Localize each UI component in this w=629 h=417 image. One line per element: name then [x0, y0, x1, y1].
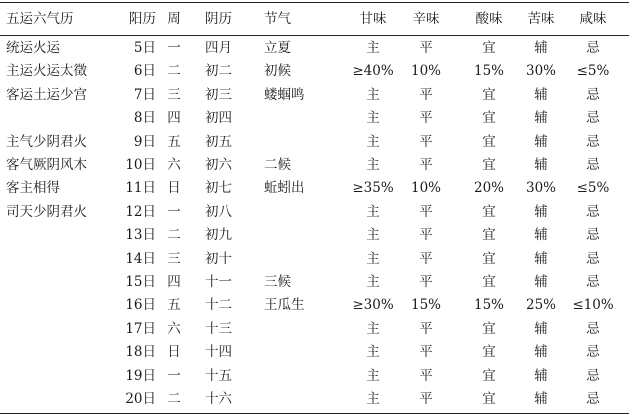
- row-bitter: 辅: [534, 87, 548, 103]
- row-weekday: 六: [167, 321, 181, 337]
- row-sour: 宜: [482, 40, 496, 56]
- header-lunar-date: 阴历: [205, 11, 232, 27]
- row-wuyun-liuqi: 主气少阴君火: [6, 134, 87, 150]
- row-sweet: 主: [366, 251, 380, 267]
- row-solar-term: 王瓜生: [264, 297, 305, 313]
- row-lunar-date: 十二: [205, 297, 232, 313]
- header-sour: 酸味: [475, 11, 503, 27]
- row-pungent: 平: [419, 274, 433, 290]
- row-sweet: ≥35%: [352, 180, 394, 196]
- row-solar-term: 蚯蚓出: [264, 180, 305, 196]
- row-pungent: 平: [419, 368, 433, 384]
- row-wuyun-liuqi: 客气厥阴风木: [6, 157, 87, 173]
- row-lunar-date: 初二: [205, 63, 232, 79]
- row-lunar-date: 十六: [205, 391, 232, 407]
- row-solar-date: 5日: [133, 40, 156, 56]
- row-bitter: 辅: [534, 251, 548, 267]
- row-wuyun-liuqi: 客主相得: [6, 180, 60, 196]
- header-bitter: 苦味: [527, 11, 555, 27]
- header-solar-date: 阳历: [129, 11, 156, 27]
- row-salty: 忌: [586, 251, 600, 267]
- row-solar-date: 16日: [125, 297, 156, 313]
- row-weekday: 五: [167, 134, 181, 150]
- row-lunar-date: 十一: [205, 274, 232, 290]
- row-weekday: 三: [167, 87, 181, 103]
- row-lunar-date: 十三: [205, 321, 232, 337]
- row-wuyun-liuqi: 主运火运太徵: [6, 63, 87, 79]
- row-lunar-date: 初三: [205, 87, 232, 103]
- row-lunar-date: 初九: [205, 227, 232, 243]
- row-solar-date: 6日: [133, 63, 156, 79]
- row-solar-date: 17日: [125, 321, 156, 337]
- row-pungent: 10%: [410, 180, 441, 196]
- row-lunar-date: 十五: [205, 368, 232, 384]
- row-solar-term: 初候: [264, 63, 291, 79]
- row-bitter: 辅: [534, 204, 548, 220]
- row-pungent: 平: [419, 391, 433, 407]
- header-pungent: 辛味: [412, 11, 440, 27]
- row-sweet: 主: [366, 368, 380, 384]
- row-solar-date: 12日: [125, 204, 156, 220]
- row-sour: 宜: [482, 344, 496, 360]
- row-bitter: 辅: [534, 110, 548, 126]
- row-pungent: 平: [419, 157, 433, 173]
- row-salty: 忌: [586, 110, 600, 126]
- row-sweet: 主: [366, 274, 380, 290]
- row-pungent: 平: [419, 110, 433, 126]
- row-salty: 忌: [586, 321, 600, 337]
- row-bitter: 辅: [534, 40, 548, 56]
- row-salty: ≤5%: [576, 180, 610, 196]
- header-weekday: 周: [167, 11, 181, 27]
- row-sour: 20%: [473, 180, 504, 196]
- row-lunar-date: 十四: [205, 344, 232, 360]
- row-salty: 忌: [586, 204, 600, 220]
- row-weekday: 六: [167, 157, 181, 173]
- row-salty: ≤5%: [576, 63, 610, 79]
- row-sour: 宜: [482, 251, 496, 267]
- row-wuyun-liuqi: 客运土运少宫: [6, 87, 87, 103]
- row-sour: 宜: [482, 110, 496, 126]
- header-rule: [0, 35, 629, 36]
- row-pungent: 平: [419, 321, 433, 337]
- row-lunar-date: 初十: [205, 251, 232, 267]
- row-weekday: 四: [167, 110, 181, 126]
- header-sweet: 甘味: [359, 11, 387, 27]
- row-salty: 忌: [586, 134, 600, 150]
- row-weekday: 五: [167, 297, 181, 313]
- row-sweet: 主: [366, 134, 380, 150]
- row-solar-date: 15日: [125, 274, 156, 290]
- row-lunar-date: 初八: [205, 204, 232, 220]
- row-pungent: 平: [419, 40, 433, 56]
- row-bitter: 辅: [534, 368, 548, 384]
- row-sweet: ≥40%: [352, 63, 394, 79]
- row-weekday: 二: [167, 391, 181, 407]
- row-sour: 宜: [482, 391, 496, 407]
- row-pungent: 平: [419, 251, 433, 267]
- row-weekday: 二: [167, 227, 181, 243]
- row-weekday: 一: [167, 204, 181, 220]
- row-sour: 宜: [482, 368, 496, 384]
- row-salty: 忌: [586, 227, 600, 243]
- row-sweet: ≥30%: [352, 297, 394, 313]
- row-sweet: 主: [366, 110, 380, 126]
- row-weekday: 一: [167, 368, 181, 384]
- row-sour: 宜: [482, 227, 496, 243]
- row-solar-date: 7日: [133, 87, 156, 103]
- row-pungent: 平: [419, 344, 433, 360]
- row-solar-date: 10日: [125, 157, 156, 173]
- row-solar-date: 11日: [125, 180, 156, 196]
- row-wuyun-liuqi: 统运火运: [6, 40, 60, 56]
- row-salty: 忌: [586, 40, 600, 56]
- row-sour: 宜: [482, 87, 496, 103]
- bottom-rule: [0, 413, 629, 414]
- row-sour: 宜: [482, 321, 496, 337]
- row-solar-date: 14日: [125, 251, 156, 267]
- row-salty: 忌: [586, 368, 600, 384]
- row-weekday: 一: [167, 40, 181, 56]
- row-pungent: 15%: [410, 297, 441, 313]
- row-sour: 15%: [473, 63, 504, 79]
- row-bitter: 辅: [534, 321, 548, 337]
- row-pungent: 平: [419, 227, 433, 243]
- row-pungent: 平: [419, 134, 433, 150]
- row-sour: 15%: [473, 297, 504, 313]
- row-bitter: 辅: [534, 391, 548, 407]
- row-bitter: 辅: [534, 157, 548, 173]
- row-bitter: 辅: [534, 227, 548, 243]
- row-sweet: 主: [366, 227, 380, 243]
- row-lunar-date: 初四: [205, 110, 232, 126]
- row-salty: 忌: [586, 344, 600, 360]
- header-solar-term: 节气: [264, 11, 291, 27]
- row-sweet: 主: [366, 391, 380, 407]
- row-weekday: 二: [167, 63, 181, 79]
- row-solar-term: 立夏: [264, 40, 291, 56]
- row-solar-date: 19日: [125, 368, 156, 384]
- row-lunar-date: 初七: [205, 180, 232, 196]
- row-weekday: 三: [167, 251, 181, 267]
- header-salty: 咸味: [579, 11, 607, 27]
- row-sweet: 主: [366, 344, 380, 360]
- row-pungent: 平: [419, 87, 433, 103]
- row-sour: 宜: [482, 134, 496, 150]
- row-solar-term: 蝼蝈鸣: [264, 87, 305, 103]
- row-sour: 宜: [482, 157, 496, 173]
- row-solar-date: 8日: [133, 110, 156, 126]
- row-sweet: 主: [366, 321, 380, 337]
- row-bitter: 25%: [525, 297, 556, 313]
- row-bitter: 30%: [525, 63, 556, 79]
- row-weekday: 日: [167, 180, 181, 196]
- row-solar-term: 二候: [264, 157, 291, 173]
- row-bitter: 辅: [534, 134, 548, 150]
- row-sour: 宜: [482, 274, 496, 290]
- row-wuyun-liuqi: 司天少阴君火: [6, 204, 87, 220]
- row-sweet: 主: [366, 157, 380, 173]
- row-bitter: 30%: [525, 180, 556, 196]
- row-solar-date: 18日: [125, 344, 156, 360]
- header-wuyun-liuqi: 五运六气历: [6, 11, 74, 27]
- row-salty: 忌: [586, 274, 600, 290]
- row-salty: ≤10%: [572, 297, 614, 313]
- row-bitter: 辅: [534, 274, 548, 290]
- row-weekday: 日: [167, 344, 181, 360]
- row-sweet: 主: [366, 87, 380, 103]
- row-sour: 宜: [482, 204, 496, 220]
- row-pungent: 10%: [410, 63, 441, 79]
- row-solar-term: 三候: [264, 274, 291, 290]
- row-salty: 忌: [586, 391, 600, 407]
- row-salty: 忌: [586, 157, 600, 173]
- row-sweet: 主: [366, 40, 380, 56]
- row-lunar-date: 初六: [205, 157, 232, 173]
- row-salty: 忌: [586, 87, 600, 103]
- row-weekday: 四: [167, 274, 181, 290]
- row-sweet: 主: [366, 204, 380, 220]
- row-bitter: 辅: [534, 344, 548, 360]
- row-pungent: 平: [419, 204, 433, 220]
- row-lunar-date: 四月: [205, 40, 232, 56]
- row-solar-date: 13日: [125, 227, 156, 243]
- top-rule: [0, 2, 629, 3]
- row-lunar-date: 初五: [205, 134, 232, 150]
- row-solar-date: 9日: [133, 134, 156, 150]
- row-solar-date: 20日: [125, 391, 156, 407]
